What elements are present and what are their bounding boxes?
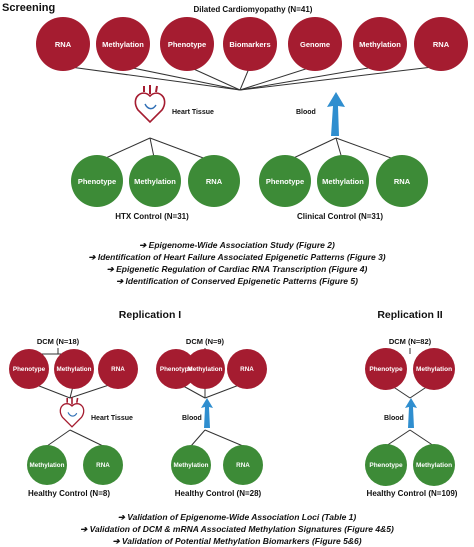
- blood-arrow-icon: [405, 398, 417, 428]
- objective-line: ➔ Validation of Epigenome-Wide Association Loci (Table 1): [117, 512, 357, 522]
- blood-arrow-icon: [201, 398, 213, 428]
- objective-line: ➔ Epigenome-Wide Association Study (Figure 2): [139, 240, 335, 250]
- clinical-node-label: Methylation: [322, 177, 364, 186]
- cohort-node-label: Genome: [299, 40, 331, 49]
- rep1-blood-control-node-label: Methylation: [173, 462, 209, 469]
- rep2-node-label: Methylation: [415, 366, 453, 373]
- htx-control-label: HTX Control (N=31): [115, 212, 189, 221]
- blood-label: Blood: [296, 109, 316, 116]
- rep1-blood-control-label: Healthy Control (N=28): [174, 489, 262, 498]
- cohort-node-label: Biomarkers: [229, 40, 271, 49]
- htx-control-circles: [71, 155, 240, 207]
- rep1-blood-cohort-label: DCM (N=9): [185, 337, 225, 346]
- clinical-node-label: RNA: [393, 177, 411, 186]
- rep2-control-node-label: Phenotype: [369, 462, 403, 469]
- rep2-control-circles: [365, 444, 455, 486]
- rep1-node-label: RNA: [111, 366, 125, 373]
- cohort-node-label: Phenotype: [167, 40, 207, 49]
- rep2-control-node-label: Methylation: [415, 462, 453, 469]
- rep1-blood-control-circles: [171, 445, 263, 485]
- rep1-control-node-label: Methylation: [29, 462, 65, 469]
- rep1-blood-node-label: Phenotype: [159, 366, 193, 373]
- rep1-blood-node-label: RNA: [240, 366, 254, 373]
- rep1-tissue-control-circles: [27, 445, 123, 485]
- cohort-node-label: RNA: [54, 40, 72, 49]
- rep1-blood-cohort-circles: [156, 349, 267, 389]
- rep1-tissue-control-label: Healthy Control (N=8): [27, 489, 111, 498]
- cohort-node-label: RNA: [432, 40, 450, 49]
- rep1-blood-label: Blood: [182, 415, 202, 422]
- rep1-tissue-cohort-label: DCM (N=18): [36, 337, 80, 346]
- screening-cohort-label: Dilated Cardiomyopathy (N=41): [193, 5, 313, 14]
- htx-node-label: RNA: [205, 177, 223, 186]
- objective-line: ➔ Identification of Heart Failure Associated Epigenetic Patterns (Figure 3): [88, 252, 386, 262]
- replication-objectives: [80, 512, 394, 546]
- replication-2-title: Replication II: [377, 309, 443, 321]
- rep2-cohort-label: DCM (N=82): [388, 337, 432, 346]
- clinical-control-label: Clinical Control (N=31): [296, 212, 384, 221]
- rep1-node-label: Methylation: [56, 366, 92, 373]
- rep2-node-label: Phenotype: [369, 366, 403, 373]
- objective-line: ➔ Validation of DCM & mRNA Associated Methylation Signatures (Figure 4&5): [80, 524, 394, 534]
- clinical-node-label: Phenotype: [265, 177, 305, 186]
- heart-icon: [60, 397, 83, 427]
- screening-cohort-circles: [36, 17, 468, 71]
- rep1-heart-tissue-label: Heart Tissue: [91, 415, 133, 422]
- rep2-blood-label: Blood: [384, 415, 404, 422]
- objective-line: ➔ Epigenetic Regulation of Cardiac RNA Transcription (Figure 4): [106, 264, 368, 274]
- rep1-node-label: Phenotype: [12, 366, 46, 373]
- htx-node-label: Methylation: [134, 177, 176, 186]
- rep1-control-node-label: RNA: [96, 462, 110, 469]
- heart-tissue-label: Heart Tissue: [172, 109, 214, 116]
- rep2-control-label: Healthy Control (N=109): [366, 489, 458, 498]
- clinical-control-circles: [259, 155, 428, 207]
- rep1-blood-node-label: Methylation: [187, 366, 223, 373]
- screening-title: Screening: [2, 2, 56, 14]
- cohort-node-label: Methylation: [102, 40, 144, 49]
- htx-node-label: Phenotype: [77, 177, 117, 186]
- rep1-tissue-cohort-circles: [9, 349, 138, 389]
- blood-arrow-icon: [327, 92, 345, 136]
- screening-objectives: [88, 240, 385, 286]
- objective-line: ➔ Validation of Potential Methylation Biomarkers (Figure 5&6): [112, 536, 362, 546]
- cohort-node-label: Methylation: [359, 40, 401, 49]
- rep1-blood-control-node-label: RNA: [236, 462, 250, 469]
- replication-1-title: Replication I: [118, 309, 182, 321]
- rep2-cohort-circles: [365, 348, 455, 390]
- heart-icon: [135, 85, 164, 122]
- objective-line: ➔ Identification of Conserved Epigenetic Patterns (Figure 5): [116, 276, 358, 286]
